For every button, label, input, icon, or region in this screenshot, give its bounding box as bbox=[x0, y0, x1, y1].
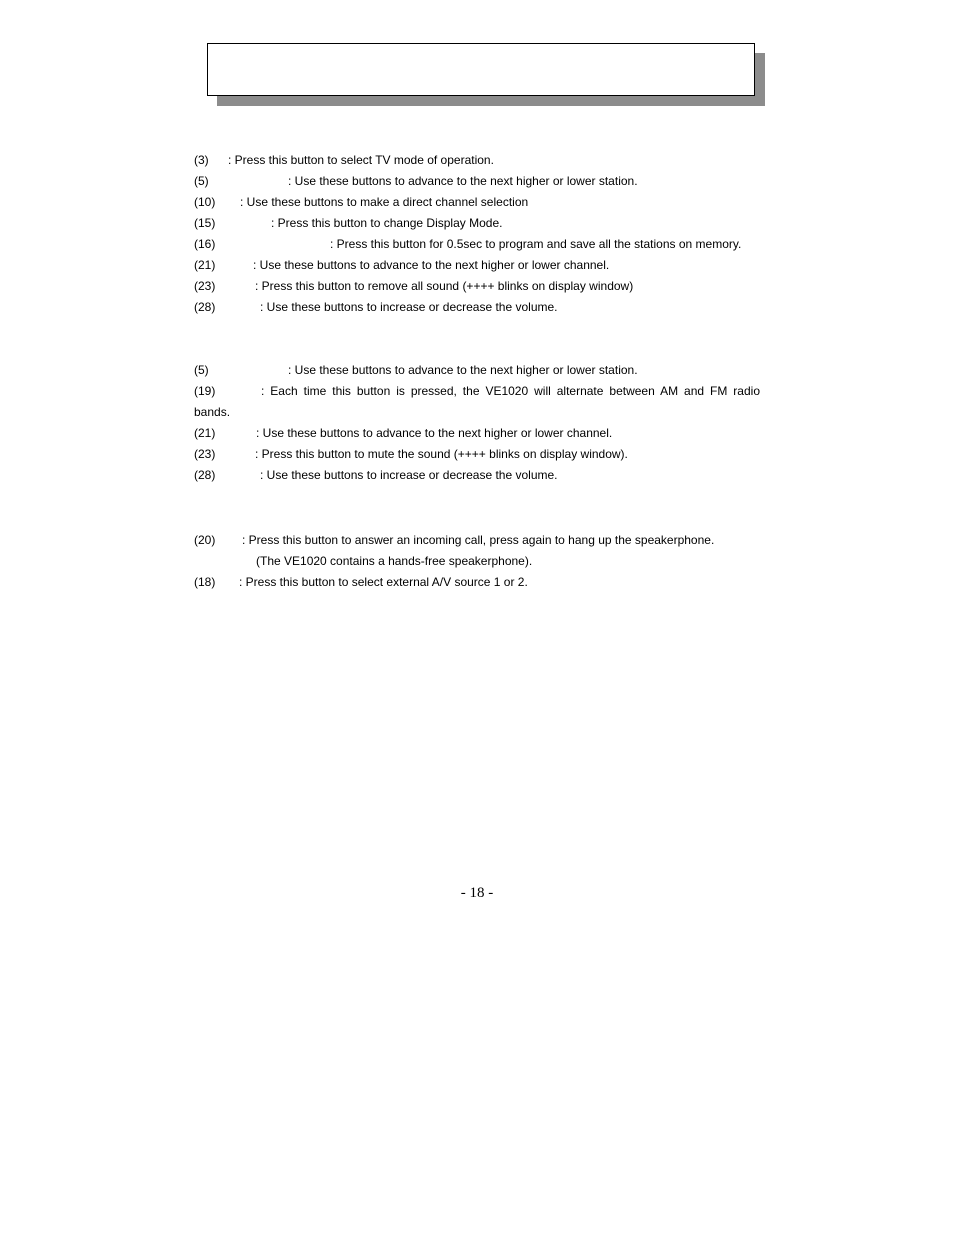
item-number: (5) bbox=[194, 363, 209, 377]
item-number: (21) bbox=[194, 258, 216, 272]
list-item bbox=[194, 150, 760, 171]
item-number: (16) bbox=[194, 237, 216, 251]
list-item bbox=[194, 572, 760, 593]
item-number: (20) bbox=[194, 533, 216, 547]
item-text: : Press this button to answer an incoming call, press again to hang up the speakerphone. bbox=[242, 533, 715, 547]
list-item bbox=[194, 192, 760, 213]
item-text: : Use these buttons to advance to the next higher or lower channel. bbox=[256, 426, 613, 440]
item-number: (18) bbox=[194, 575, 216, 589]
list-item bbox=[194, 234, 760, 255]
list-item bbox=[194, 276, 760, 297]
item-text: : Use these buttons to increase or decrease the volume. bbox=[260, 300, 558, 314]
item-text: : Use these buttons to advance to the next higher or lower channel. bbox=[253, 258, 610, 272]
button-description-list bbox=[194, 150, 760, 593]
item-text: : Press this button to change Display Mode. bbox=[271, 216, 503, 230]
item-number: (28) bbox=[194, 468, 216, 482]
item-text: : Each time this button is pressed, the VE1020 will alternate between AM and FM radio bbox=[261, 384, 760, 398]
item-number: (21) bbox=[194, 426, 216, 440]
list-item bbox=[194, 171, 760, 192]
item-text: : Use these buttons to advance to the next higher or lower station. bbox=[288, 363, 638, 377]
item-number: (28) bbox=[194, 300, 216, 314]
item-text: : Press this button to remove all sound (++++ blinks on display window) bbox=[255, 279, 634, 293]
list-item bbox=[194, 465, 760, 486]
item-text: : Use these buttons to increase or decrease the volume. bbox=[260, 468, 558, 482]
item-text: : Press this button to mute the sound (++++ blinks on display window). bbox=[255, 447, 628, 461]
page-number: - 18 - bbox=[460, 885, 494, 901]
item-text: : Press this button for 0.5sec to program and save all the stations on memory. bbox=[330, 237, 742, 251]
item-number: (23) bbox=[194, 447, 216, 461]
item-number: (3) bbox=[194, 153, 209, 167]
item-text-continuation: bands. bbox=[194, 405, 231, 419]
item-number: (5) bbox=[194, 174, 209, 188]
header-box bbox=[207, 43, 755, 96]
list-item bbox=[194, 360, 760, 381]
list-item bbox=[194, 255, 760, 276]
list-item bbox=[194, 297, 760, 318]
item-text: : Press this button to select external A/V source 1 or 2. bbox=[239, 575, 528, 589]
list-item bbox=[194, 530, 760, 572]
item-number: (15) bbox=[194, 216, 216, 230]
item-text-continuation: (The VE1020 contains a hands-free speakerphone). bbox=[256, 554, 533, 568]
item-text: : Press this button to select TV mode of operation. bbox=[228, 153, 494, 167]
item-text: : Use these buttons to make a direct channel selection bbox=[240, 195, 529, 209]
item-number: (19) bbox=[194, 384, 216, 398]
list-item bbox=[194, 213, 760, 234]
item-number: (10) bbox=[194, 195, 216, 209]
item-number: (23) bbox=[194, 279, 216, 293]
list-item bbox=[194, 381, 760, 423]
item-text: : Use these buttons to advance to the next higher or lower station. bbox=[288, 174, 638, 188]
list-item bbox=[194, 444, 760, 465]
list-item bbox=[194, 423, 760, 444]
